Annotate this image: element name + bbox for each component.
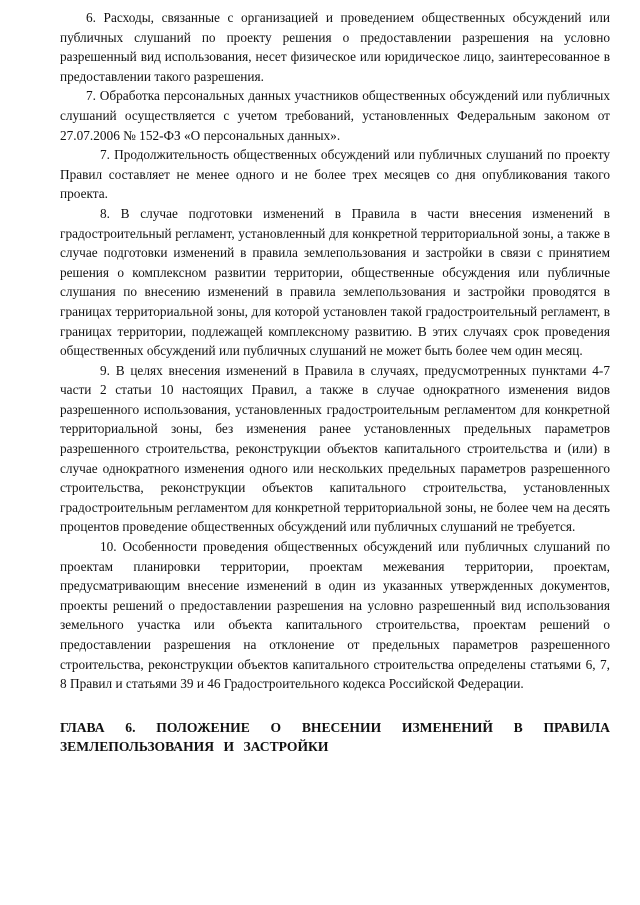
paragraph-7-personal-data: 7. Обработка персональных данных участников общественных обсуждений или публичных слушаний осуществляется с учетом требований, установленных Федеральным законом от 27.07.2006 № 152-ФЗ «О персональных данных». [60,88,610,143]
paragraph-8-zone-changes: 8. В случае подготовки изменений в Правила в части внесения изменений в градостроительный регламент, установленный для конкретной территориальной зоны, а также в случае подготовки изменений в правила землепользования и застройки в связи с принятием решения о комплексном развитии территории, общественные обсуждения или публичные слушания по внесению изменений в правила землепользования и застройки проводятся в границах территориальной зоны, для которой установлен такой градостроительный регламент, в границах территории, подлежащей комплексному развитию. В этих случаях срок проведения общественных обсуждений или публичных слушаний не может быть более чем один месяц. [60,205,610,359]
paragraph-9-exemptions: 9. В целях внесения изменений в Правила в случаях, предусмотренных пунктами 4-7 части 2 статьи 10 настоящих Правил, а также в случае однократного изменения видов разрешенного использования, установленных градостроительным регламентом для конкретной территориальной зоны, без изменения ранее установленных предельных параметров разрешенного строительства, реконструкции объектов капитального строительства и (или) в случае однократного изменения одного или нескольких предельных параметров разрешенного строительства, реконструкции объектов капитального строительства, установленных градостроительным регламентом для конкретной территориальной зоны, не более чем на десять процентов проведение общественных обсуждений или публичных слушаний не требуется. [60,362,610,535]
paragraph-10-special-cases: 10. Особенности проведения общественных обсуждений или публичных слушаний по проектам планировки территории, проектам межевания территории, проектам, предусматривающим внесение изменений в один из указанных утвержденных документов, проекты решений о предоставлении разрешения на условно разрешенный вид использования земельного участка или объекта капитального строительства, проектам решений о предоставлении разрешения на отклонение от предельных параметров разрешенного строительства, реконструкции объектов капитального строительства определены статьями 6, 7, 8 Правил и статьями 39 и 46 Градостроительного кодекса Российской Федерации. [60,539,610,692]
paragraph-7-duration: 7. Продолжительность общественных обсуждений или публичных слушаний по проекту Правил составляет не менее одного и не более трех месяцев со дня опубликования такого проекта. [60,147,610,202]
document-page [60,8,610,756]
chapter-heading: ГЛАВА 6. ПОЛОЖЕНИЕ О ВНЕСЕНИИ ИЗМЕНЕНИЙ В ПРАВИЛА ЗЕМЛЕПОЛЬЗОВАНИЯ И ЗАСТРОЙКИ [60,719,610,754]
paragraph-6-expenses: 6. Расходы, связанные с организацией и проведением общественных обсуждений или публичных слушаний по проекту решения о предоставлении разрешения на условно разрешенный вид использования, несет физическое или юридическое лицо, заинтересованное в предоставлении такого разрешения. [60,10,610,84]
